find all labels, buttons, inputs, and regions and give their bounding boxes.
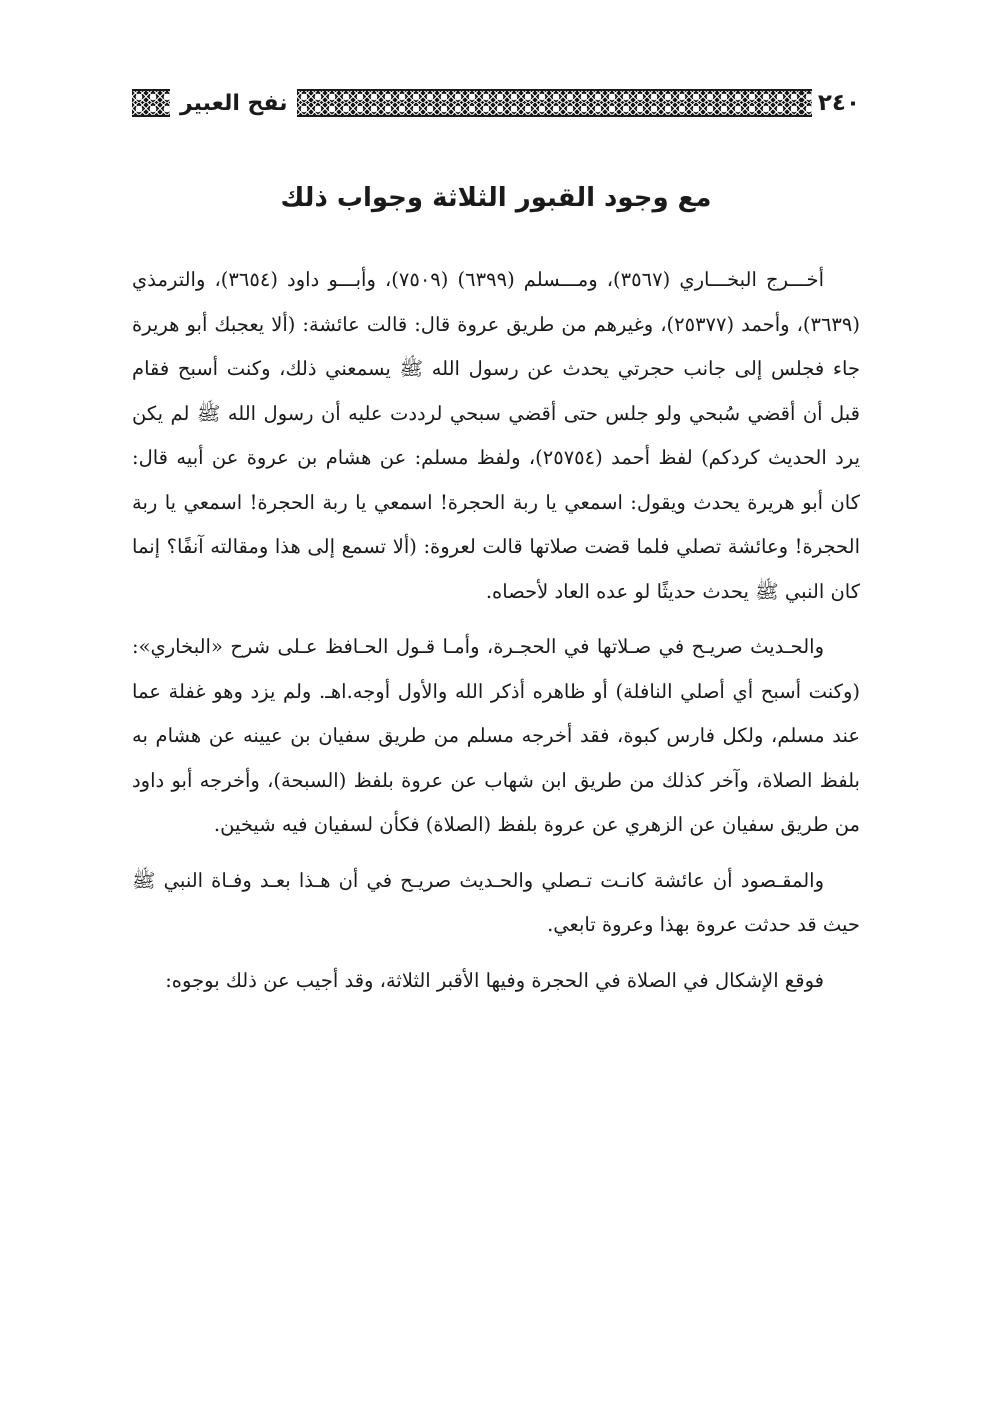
paragraph: أخـــرج البخـــاري (٣٥٦٧)، ومـــسلم (٦٣٩٩) (٧٥٠٩)، وأبـــو داود (٣٦٥٤)، والترمذي (٣٦٣٩)، وأحمد (٢٥٣٧٧)، وغيرهم من طريق عروة قال: قالت عائشة: (ألا يعجبك أبو هريرة جاء فجلس إلى جانب حجرتي يحدث عن رسول الله ﷺ يسمعني ذلك، وكنت أسبح فقام قبل أن أقضي سُبحي ولو جلس حتى أقضي سبحي لرددت عليه أن رسول الله ﷺ لم يكن يرد الحديث كردكم) لفظ أحمد (٢٥٧٥٤)، ولفظ مسلم: عن هشام بن عروة عن أبيه قال: كان أبو هريرة يحدث ويقول: اسمعي يا ربة الحجرة! اسمعي يا ربة الحجرة! اسمعي يا ربة الحجرة! وعائشة تصلي فلما قضت صلاتها قالت لعروة: (ألا تسمع إلى هذا ومقالته آنفًا؟ إنما كان النبي ﷺ يحدث حديثًا لو عده العاد لأحصاه. xyxy=(132,268,860,603)
running-header xyxy=(132,86,860,120)
page-body xyxy=(132,258,860,1014)
paragraph: والحـديث صريـح في صـلاتها في الحجـرة، وأمـا قـول الحـافظ عـلى شرح «البخاري»: (وكنت أسبح أي أصلي النافلة) أو ظاهره أذكر الله والأول أوجه.اهـ. ولم يزد وهو غفلة عما عند مسلم، ولكل فارس كبوة، فقد أخرجه مسلم من طريق سفيان بن عيينه عن هشام به بلفظ الصلاة، وآخر كذلك من طريق ابن شهاب عن عروة بلفظ (السبحة)، وأخرجه أبو داود من طريق سفيان عن الزهري عن عروة بلفظ (الصلاة) فكأن لسفيان فيه شيخين. xyxy=(132,635,860,836)
page-number: ٢٤٠ xyxy=(817,90,860,116)
ornament-band-icon xyxy=(297,89,801,117)
book-title: نفح العبير xyxy=(180,90,288,116)
section-heading: مع وجود القبور الثلاثة وجواب ذلك xyxy=(280,183,712,213)
paragraph: والمقـصود أن عائشة كانـت تـصلي والحـديث صريـح في أن هـذا بعـد وفـاة النبي ﷺ حيث قد حدثت عروة بهذا وعروة تابعي. xyxy=(132,868,860,936)
paragraph: فوقع الإشكال في الصلاة في الحجرة وفيها الأقبر الثلاثة، وقد أجيب عن ذلك بوجوه: xyxy=(165,968,824,992)
ornament-band-icon xyxy=(802,89,812,117)
ornament-band-icon xyxy=(132,89,170,117)
